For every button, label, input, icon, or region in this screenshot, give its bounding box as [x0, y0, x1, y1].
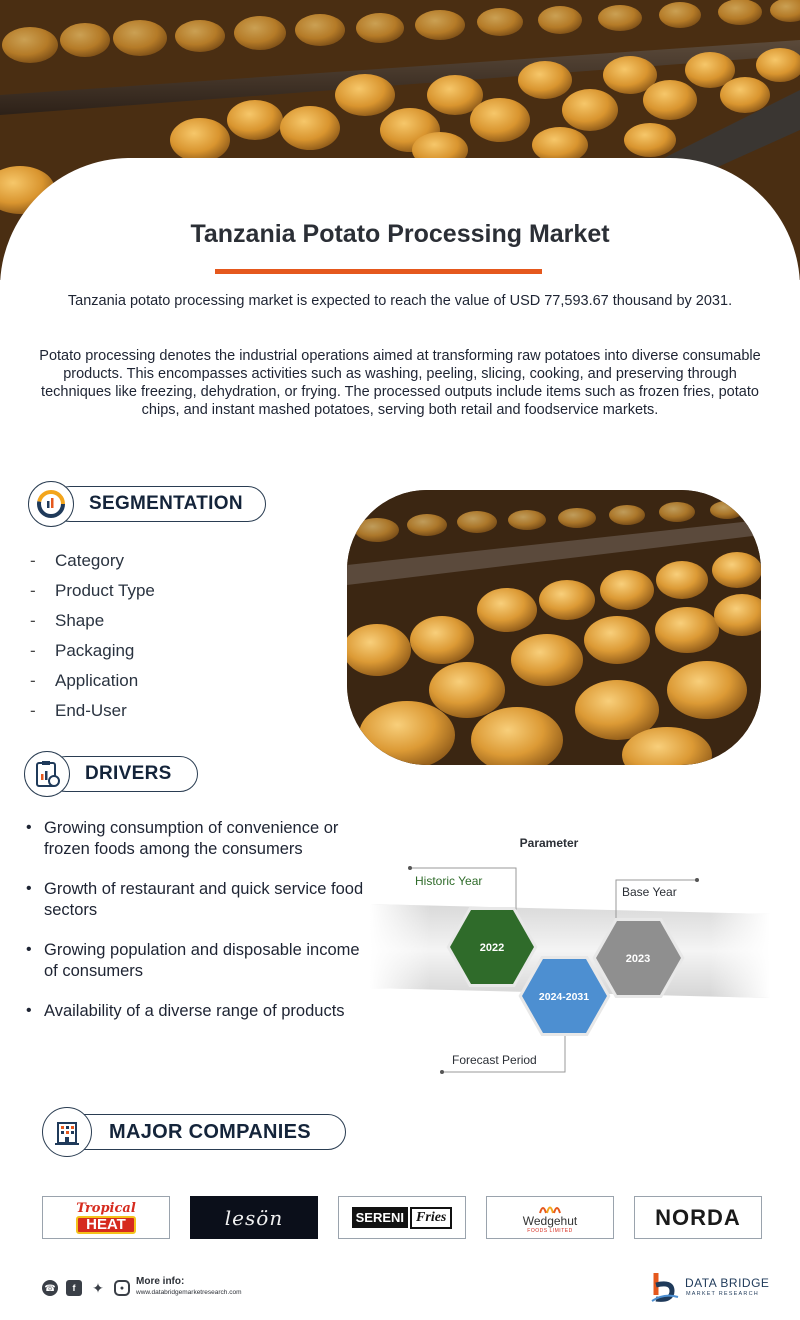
list-item: • Growth of restaurant and quick service food sectors — [24, 879, 364, 920]
instagram-icon[interactable]: ● — [114, 1280, 130, 1296]
drivers-heading — [48, 756, 198, 792]
title-underline — [215, 269, 542, 274]
more-info-label: More info: — [136, 1276, 185, 1287]
market-value-summary: Tanzania potato processing market is expected to reach the value of USD 77,593.67 thousand by 2031. — [67, 293, 733, 309]
parameter-title: Parameter — [519, 836, 579, 850]
historic-year-label: Historic Year — [415, 874, 483, 888]
list-item: • Growing population and disposable income of consumers — [24, 940, 364, 981]
company-logo-sereni-fries: SERENI Fries — [338, 1196, 466, 1239]
segmentation-pie-icon — [28, 481, 74, 527]
base-year-value: 2023 — [625, 953, 651, 965]
company-logo-leson: lesön — [190, 1196, 318, 1239]
clipboard-chart-icon — [24, 751, 70, 797]
page-title: Tanzania Potato Processing Market — [190, 220, 610, 248]
list-item: - Category — [30, 551, 124, 570]
brand-subtitle: MARKET RESEARCH — [686, 1291, 759, 1297]
company-logo-wedgehut: Wedgehut FOODS LIMITED — [486, 1196, 614, 1239]
segmentation-list — [30, 546, 155, 726]
potato-photo — [347, 490, 761, 765]
base-year-label: Base Year — [622, 885, 677, 899]
forecast-period-value: 2024-2031 — [538, 991, 590, 1003]
facebook-icon[interactable]: f — [66, 1280, 82, 1296]
forecast-period-label: Forecast Period — [452, 1053, 537, 1067]
drivers-list — [24, 818, 364, 1042]
company-logo-norda: NORDA — [634, 1196, 762, 1239]
data-bridge-logo-icon — [650, 1271, 680, 1303]
list-item: - Packaging — [30, 641, 135, 660]
twitter-icon[interactable]: ✦ — [92, 1279, 104, 1296]
segmentation-heading — [52, 486, 266, 522]
companies-heading-label: MAJOR COMPANIES — [109, 1120, 311, 1143]
building-icon — [42, 1107, 92, 1157]
historic-year-value: 2022 — [479, 942, 505, 954]
whatsapp-icon[interactable]: ☎ — [42, 1280, 58, 1296]
list-item: - End-User — [30, 701, 127, 720]
brand-name: DATA BRIDGE — [685, 1276, 770, 1290]
drivers-heading-label: DRIVERS — [85, 763, 172, 784]
website-link[interactable]: www.databridgemarketresearch.com — [136, 1289, 242, 1296]
company-logo-tropical-heat: Tropical HEAT — [42, 1196, 170, 1239]
companies-heading — [66, 1114, 346, 1150]
parameter-diagram — [370, 826, 770, 1076]
list-item: • Growing consumption of convenience or frozen foods among the consumers — [24, 818, 364, 859]
list-item: - Application — [30, 671, 139, 690]
segmentation-heading-label: SEGMENTATION — [89, 493, 243, 514]
list-item: • Availability of a diverse range of products — [24, 1001, 364, 1022]
list-item: - Shape — [30, 611, 105, 630]
wedgehut-mark — [537, 1202, 563, 1214]
market-description: Potato processing denotes the industrial operations aimed at transforming raw potatoes into diverse consumable products. This encompasses activities such as washing, peeling, slicing, cooking, and preserving through techniques like freezing, dehydration, or frying. The processed outputs include items such as frozen fries, potato chips, and instant mashed potatoes, serving both retail and foodservice markets. — [39, 348, 761, 418]
list-item: - Product Type — [30, 581, 155, 600]
